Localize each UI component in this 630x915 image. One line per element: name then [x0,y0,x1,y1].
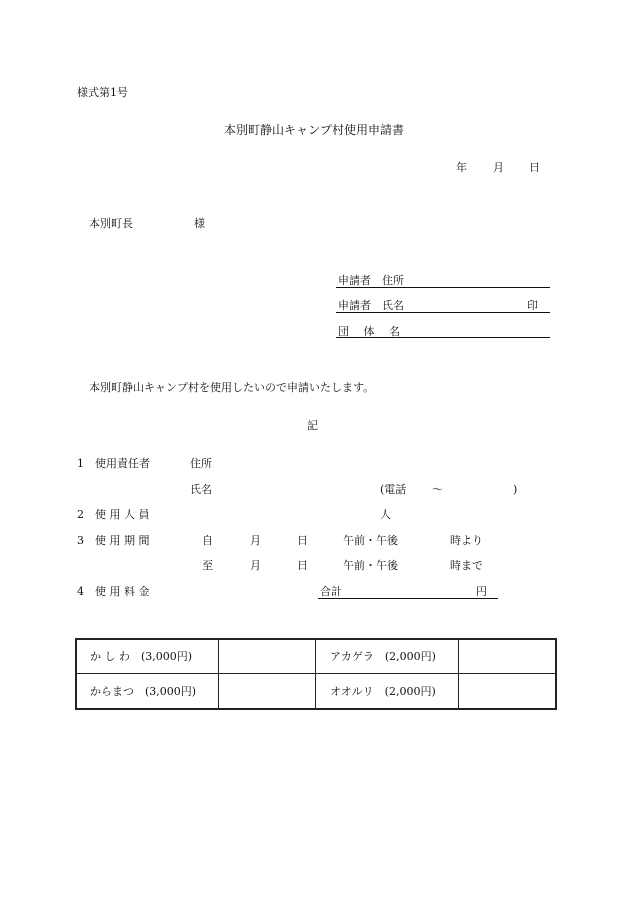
period-from-day: 日 [297,534,308,547]
date-month-label: 月 [493,161,504,174]
date-year-label: 年 [456,161,467,174]
item2-unit: 人 [380,508,391,521]
table-row [76,639,556,674]
period-to-ampm: 午前・午後 [343,559,398,572]
site-kashiwa-entry[interactable] [219,639,316,674]
site-akagera-label: アカゲラ (2,000円) [316,639,459,674]
site-karamatsu-entry[interactable] [219,674,316,709]
applicant-seal: 印 [527,299,538,312]
ki-heading: 記 [307,419,318,432]
table-row [76,674,556,709]
period-from-prefix: 自 [202,534,213,547]
item1-number: 1 [77,457,84,470]
period-to-suffix: 時まで [450,559,483,572]
period-to-month: 月 [250,559,261,572]
period-to-day: 日 [297,559,308,572]
recipient-name: 本別町長 [89,217,133,230]
item2-number: 2 [77,508,84,521]
item2-label: 使 用 人 員 [95,508,150,521]
item3-number: 3 [77,534,84,547]
applicant-group-line[interactable] [336,337,550,338]
period-from-month: 月 [250,534,261,547]
item1-name-label: 氏名 [190,483,212,496]
site-kashiwa-label: か し わ (3,000円) [76,639,219,674]
request-statement: 本別町静山キャンプ村を使用したいので申請いたします。 [89,381,375,394]
applicant-address-line[interactable] [336,287,550,288]
recipient-honorific: 様 [194,217,205,230]
item3-label: 使 用 期 間 [95,534,150,547]
item1-address-label: 住所 [190,457,212,470]
form-title: 本別町静山キャンプ村使用申請書 [224,123,405,137]
applicant-name-line[interactable] [336,312,550,313]
period-from-ampm: 午前・午後 [343,534,398,547]
site-akagera-entry[interactable] [459,639,556,674]
applicant-group-label: 団 体 名 [338,325,400,338]
fee-total-line[interactable] [318,598,498,599]
date-day-label: 日 [529,161,540,174]
period-from-suffix: 時より [450,534,483,547]
item4-label: 使 用 料 金 [95,585,150,598]
period-to-prefix: 至 [202,559,213,572]
form-number: 様式第1号 [77,86,128,99]
item4-number: 4 [77,585,84,598]
fee-yen-label: 円 [476,585,487,598]
item1-label: 使用責任者 [95,457,150,470]
site-karamatsu-label: からまつ (3,000円) [76,674,219,709]
item1-phone-tilde: 〜 [432,483,443,496]
item1-phone-open: (電話 [380,483,407,496]
fee-total-label: 合計 [320,585,342,598]
applicant-name-label: 申請者 氏名 [338,299,404,312]
item1-phone-close: ) [513,483,518,496]
site-table [75,638,556,709]
applicant-address-label: 申請者 住所 [338,274,404,287]
site-oruri-entry[interactable] [459,674,556,709]
site-oruri-label: オオルリ (2,000円) [316,674,459,709]
